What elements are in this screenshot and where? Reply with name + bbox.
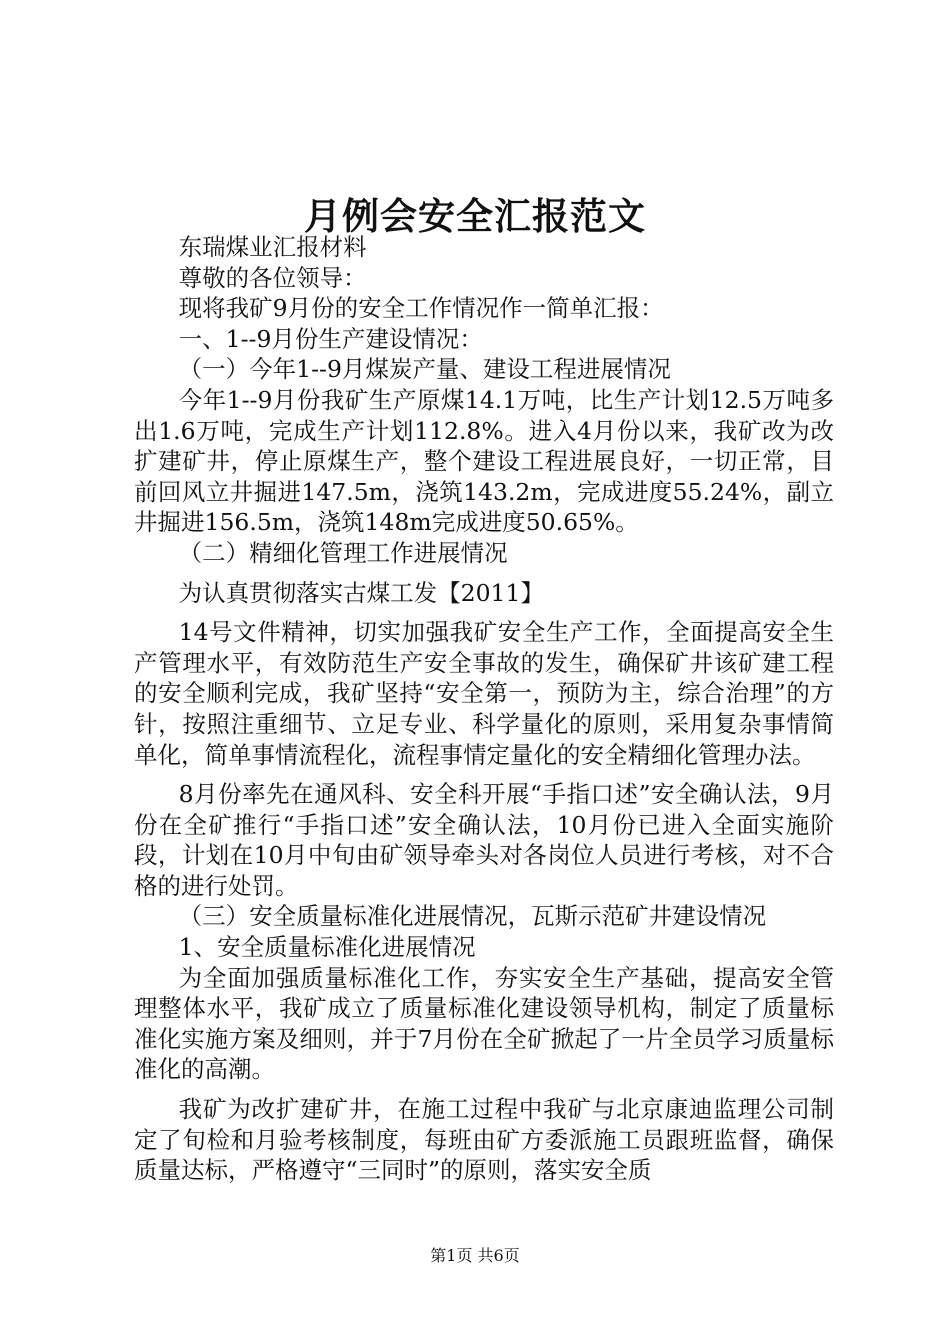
paragraph: 为全面加强质量标准化工作，夯实安全生产基础，提高安全管理整体水平，我矿成立了质量标准化建设领导机构，制定了质量标准化实施方案及细则，并于7月份在全矿掀起了一片全员学习质量标准化的高潮。 bbox=[134, 963, 834, 1084]
paragraph: 我矿为改扩建矿井，在施工过程中我矿与北京康迪监理公司制定了旬检和月验考核制度，每班由矿方委派施工员跟班监督，确保质量达标，严格遵守“三同时”的原则，落实安全质 bbox=[134, 1095, 834, 1185]
paragraph: 一、1--9月份生产建设情况： bbox=[178, 324, 483, 353]
paragraph: 14号文件精神，切实加强我矿安全生产工作，全面提高安全生产管理水平，有效防范生产安全事故的发生，确保矿井该矿建工程的安全顺利完成，我矿坚持“安全第一，预防为主，综合治理”的方针，按照注重细节、立足专业、科学量化的原则，采用复杂事情简单化，简单事情流程化，流程事情定量化的安全精细化管理办法。 bbox=[134, 618, 834, 769]
paragraph: 东瑞煤业汇报材料 bbox=[178, 233, 367, 261]
page-number-footer: 第1页 共6页 bbox=[430, 1246, 520, 1265]
paragraph: 现将我矿9月份的安全工作情况作一简单汇报： bbox=[178, 294, 664, 323]
paragraph: 为认真贯彻落实古煤工发【2011】 bbox=[178, 578, 544, 607]
paragraph: 8月份率先在通风科、安全科开展“手指口述”安全确认法，9月份在全矿推行“手指口述”安全确认法，10月份已进入全面实施阶段，计划在10月中旬由矿领导牵头对各岗位人员进行考核，对不合格的进行处罚。 bbox=[134, 780, 834, 900]
paragraph: 1、安全质量标准化进展情况 bbox=[178, 933, 476, 962]
paragraph: 今年1--9月份我矿生产原煤14.1万吨，比生产计划12.5万吨多出1.6万吨，完成生产计划112.8%。进入4月份以来，我矿改为改扩建矿井，停止原煤生产，整个建设工程进展良好，一切正常，目前回风立井掘进147.5m，浇筑143.2m，完成进度55.24%，副立井掘进156.5m，浇筑148m完成进度50.65%。 bbox=[134, 385, 834, 537]
paragraph: 尊敬的各位领导： bbox=[178, 263, 367, 292]
document-body bbox=[134, 232, 834, 1186]
document-title: 月例会安全汇报范文 bbox=[304, 194, 646, 238]
paragraph: （一）今年1--9月煤炭产量、建设工程进展情况 bbox=[178, 355, 671, 384]
paragraph: （三）安全质量标准化进展情况，瓦斯示范矿井建设情况 bbox=[178, 902, 767, 931]
paragraph: （二）精细化管理工作进展情况 bbox=[178, 538, 508, 567]
